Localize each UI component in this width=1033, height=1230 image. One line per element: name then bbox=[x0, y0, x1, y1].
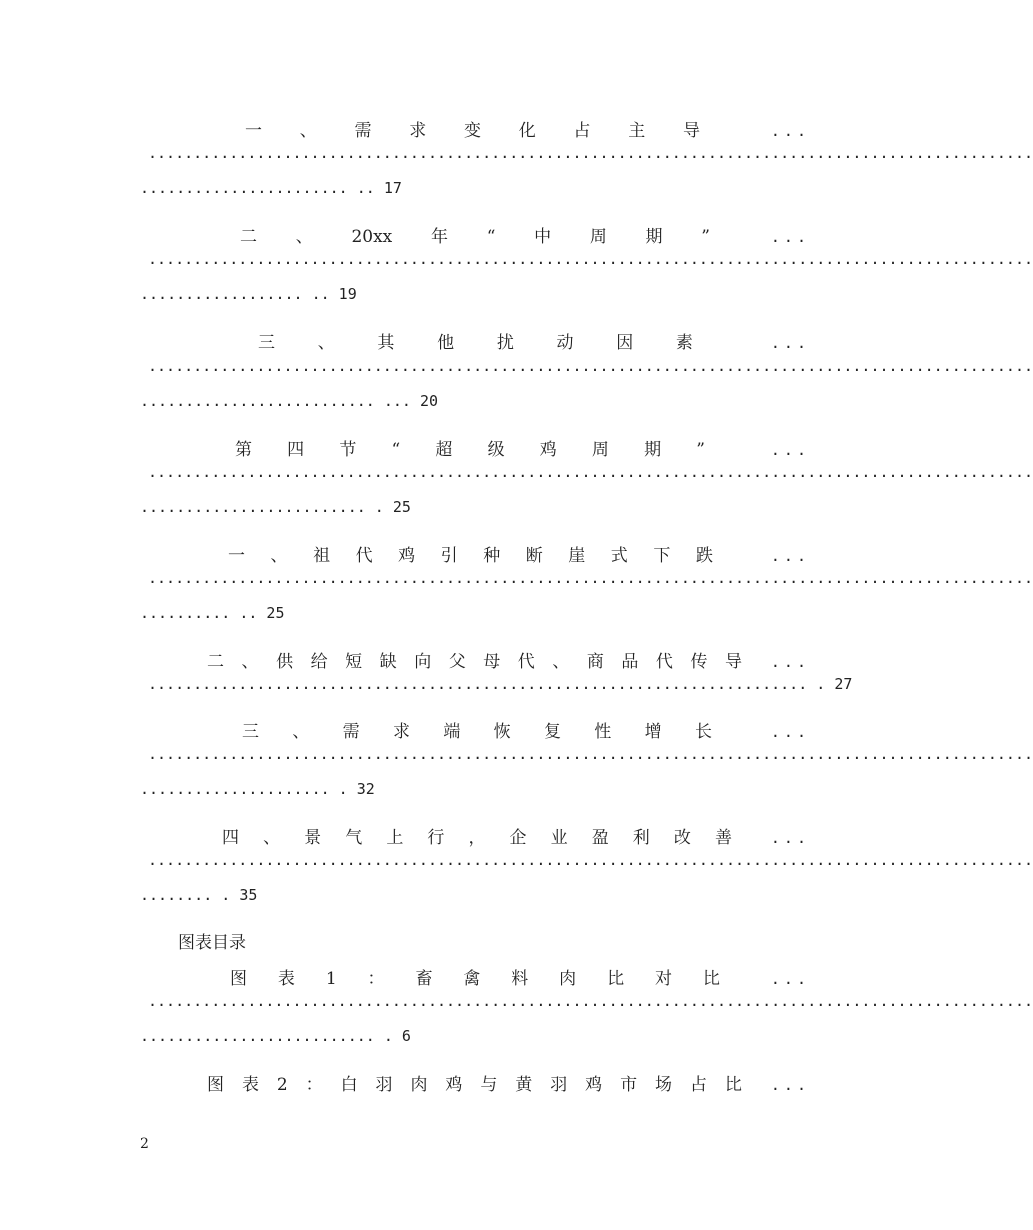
title-char: 企 bbox=[509, 828, 527, 848]
title-char: 20xx bbox=[351, 227, 393, 247]
title-char: 、 bbox=[317, 333, 335, 353]
title-char: 中 bbox=[534, 227, 552, 247]
title-char: 商 bbox=[586, 652, 604, 672]
title-char: 1 bbox=[325, 969, 337, 989]
title-char: 恢 bbox=[493, 722, 511, 742]
title-char: 超 bbox=[435, 440, 453, 460]
title-char: 传 bbox=[690, 652, 708, 672]
title-char: 断 bbox=[525, 546, 543, 566]
title-char: 畜 bbox=[415, 969, 433, 989]
title-char: 市 bbox=[620, 1075, 638, 1095]
title-char: 期 bbox=[644, 440, 662, 460]
title-char: 期 bbox=[645, 227, 663, 247]
title-char: 第 bbox=[235, 440, 252, 460]
title-char: 代 bbox=[355, 546, 373, 566]
title-char: 周 bbox=[591, 440, 609, 460]
figure-entry-title-text bbox=[207, 1070, 742, 1100]
title-char: ” bbox=[696, 440, 705, 460]
title-char: 品 bbox=[621, 652, 639, 672]
title-char: 导 bbox=[724, 652, 742, 672]
title-char: 比 bbox=[724, 1075, 742, 1095]
title-char: 引 bbox=[440, 546, 458, 566]
title-char: 扰 bbox=[496, 333, 514, 353]
title-char: 端 bbox=[443, 722, 461, 742]
title-char: 对 bbox=[654, 969, 672, 989]
title-char: 式 bbox=[610, 546, 628, 566]
title-char: “ bbox=[486, 227, 496, 247]
title-char: 上 bbox=[386, 828, 404, 848]
title-char: ： bbox=[305, 1075, 323, 1095]
title-char: 善 bbox=[714, 828, 732, 848]
title-char: 复 bbox=[543, 722, 561, 742]
toc-entry-leader-line: .................................................................................................. bbox=[148, 569, 1033, 587]
toc-entry-leader-line: .................................................................................................. bbox=[148, 463, 1033, 481]
title-char: 需 bbox=[354, 121, 372, 141]
figure-entry-leader-line: .................................................................................................. bbox=[148, 992, 1033, 1010]
title-char: 行 bbox=[427, 828, 445, 848]
title-char: 求 bbox=[392, 722, 410, 742]
title-char: 四 bbox=[222, 828, 239, 848]
title-char: 鸡 bbox=[539, 440, 557, 460]
title-char: 利 bbox=[632, 828, 650, 848]
title-char: 短 bbox=[345, 652, 363, 672]
title-char: 鸡 bbox=[398, 546, 416, 566]
title-char: 、 bbox=[263, 828, 281, 848]
toc-entry-page-ref: .......................... ... 20 bbox=[140, 392, 439, 410]
title-char: 祖 bbox=[313, 546, 331, 566]
title-char: ： bbox=[367, 969, 385, 989]
title-char: 占 bbox=[689, 1075, 707, 1095]
title-char: 母 bbox=[483, 652, 501, 672]
title-char: 、 bbox=[299, 121, 317, 141]
title-char: 求 bbox=[409, 121, 427, 141]
title-char: 给 bbox=[310, 652, 328, 672]
title-char: 表 bbox=[241, 1075, 259, 1095]
title-char: 、 bbox=[295, 227, 313, 247]
title-char: 业 bbox=[550, 828, 568, 848]
title-char: 他 bbox=[437, 333, 455, 353]
figure-entry-leader-dots: ... bbox=[770, 970, 810, 988]
title-char: 供 bbox=[276, 652, 294, 672]
title-char: 周 bbox=[589, 227, 607, 247]
title-char: 四 bbox=[287, 440, 305, 460]
title-char: ， bbox=[468, 828, 486, 848]
title-char: 黄 bbox=[515, 1075, 533, 1095]
title-char: 图 bbox=[230, 969, 247, 989]
title-char: 父 bbox=[448, 652, 466, 672]
title-char: 三 bbox=[258, 333, 275, 353]
title-char: 动 bbox=[556, 333, 574, 353]
toc-entry-leader-dots: ... bbox=[770, 334, 810, 352]
page-number: 2 bbox=[140, 1136, 149, 1152]
title-char: 需 bbox=[342, 722, 360, 742]
toc-entry-leader-dots: ... bbox=[770, 228, 810, 246]
title-char: 三 bbox=[242, 722, 259, 742]
title-char: 改 bbox=[673, 828, 691, 848]
title-char: 占 bbox=[573, 121, 591, 141]
title-char: 种 bbox=[483, 546, 501, 566]
toc-entry-page-ref: ......................... . 25 bbox=[140, 498, 411, 516]
title-char: 代 bbox=[517, 652, 535, 672]
title-char: 表 bbox=[277, 969, 295, 989]
title-char: 变 bbox=[464, 121, 481, 141]
toc-entry-leader-line: ......................................................................... . 27 bbox=[148, 675, 853, 693]
title-char: 料 bbox=[511, 969, 529, 989]
title-char: 素 bbox=[675, 333, 693, 353]
title-char: 二 bbox=[240, 227, 257, 247]
title-char: 长 bbox=[694, 722, 712, 742]
title-char: 、 bbox=[292, 722, 310, 742]
title-char: 级 bbox=[487, 440, 505, 460]
toc-entry-leader-dots: ... bbox=[770, 653, 810, 671]
toc-entry-leader-line: .................................................................................................. bbox=[148, 357, 1033, 375]
title-char: 比 bbox=[702, 969, 720, 989]
title-char: 性 bbox=[594, 722, 612, 742]
title-char: 导 bbox=[683, 121, 700, 141]
title-char: 图 bbox=[207, 1075, 224, 1095]
title-char: 鸡 bbox=[585, 1075, 603, 1095]
title-char: 、 bbox=[241, 652, 259, 672]
figure-entry-page-ref: .......................... . 6 bbox=[140, 1027, 411, 1045]
toc-entry-leader-dots: ... bbox=[770, 441, 810, 459]
toc-entry-page-ref: ..................... . 32 bbox=[140, 780, 375, 798]
title-char: 一 bbox=[245, 121, 262, 141]
title-char: 崖 bbox=[568, 546, 586, 566]
toc-entry-leader-dots: ... bbox=[770, 122, 810, 140]
figure-entry-title-2 bbox=[140, 1070, 810, 1100]
toc-entry-leader-dots: ... bbox=[770, 829, 810, 847]
title-char: 、 bbox=[270, 546, 288, 566]
toc-entry-page-ref: .................. .. 19 bbox=[140, 285, 357, 303]
toc-entry-leader-line: .................................................................................................. bbox=[148, 144, 1033, 162]
toc-entry-leader-line: .................................................................................................. bbox=[148, 745, 1033, 763]
title-char: 比 bbox=[607, 969, 625, 989]
title-char: 、 bbox=[552, 652, 570, 672]
toc-entry-leader-line: .................................................................................................. bbox=[148, 851, 1033, 869]
title-char: 与 bbox=[480, 1075, 498, 1095]
title-char: 其 bbox=[377, 333, 395, 353]
title-char: 跌 bbox=[695, 546, 713, 566]
title-char: 增 bbox=[644, 722, 662, 742]
toc-entry-page-ref: ....................... .. 17 bbox=[140, 179, 402, 197]
title-char: 向 bbox=[414, 652, 432, 672]
title-char: 盈 bbox=[591, 828, 609, 848]
title-char: 鸡 bbox=[445, 1075, 463, 1095]
title-char: 肉 bbox=[410, 1075, 428, 1095]
title-char: 肉 bbox=[559, 969, 577, 989]
title-char: 年 bbox=[430, 227, 448, 247]
toc-entry-page-ref: .......... .. 25 bbox=[140, 604, 285, 622]
figure-index-heading: 图表目录 bbox=[178, 933, 246, 953]
title-char: 下 bbox=[653, 546, 671, 566]
toc-entry-leader-line: .................................................................................................. bbox=[148, 250, 1033, 268]
title-char: 景 bbox=[304, 828, 322, 848]
toc-entry-page-ref: ........ . 35 bbox=[140, 886, 258, 904]
title-char: 气 bbox=[345, 828, 363, 848]
title-char: ” bbox=[701, 227, 710, 247]
title-char: 白 bbox=[340, 1075, 358, 1095]
title-char: 代 bbox=[655, 652, 673, 672]
title-char: 缺 bbox=[379, 652, 397, 672]
title-char: 二 bbox=[207, 652, 224, 672]
title-char: 场 bbox=[655, 1075, 673, 1095]
title-char: 羽 bbox=[550, 1075, 568, 1095]
title-char: 节 bbox=[339, 440, 357, 460]
title-char: 一 bbox=[228, 546, 245, 566]
title-char: 羽 bbox=[375, 1075, 393, 1095]
title-char: “ bbox=[391, 440, 401, 460]
toc-entry-leader-dots: ... bbox=[770, 547, 810, 565]
figure-entry-leader-dots: ... bbox=[770, 1076, 810, 1094]
title-char: 2 bbox=[276, 1075, 288, 1095]
title-char: 禽 bbox=[463, 969, 481, 989]
title-char: 化 bbox=[518, 121, 536, 141]
title-char: 因 bbox=[616, 333, 634, 353]
toc-entry-leader-dots: ... bbox=[770, 723, 810, 741]
title-char: 主 bbox=[628, 121, 646, 141]
